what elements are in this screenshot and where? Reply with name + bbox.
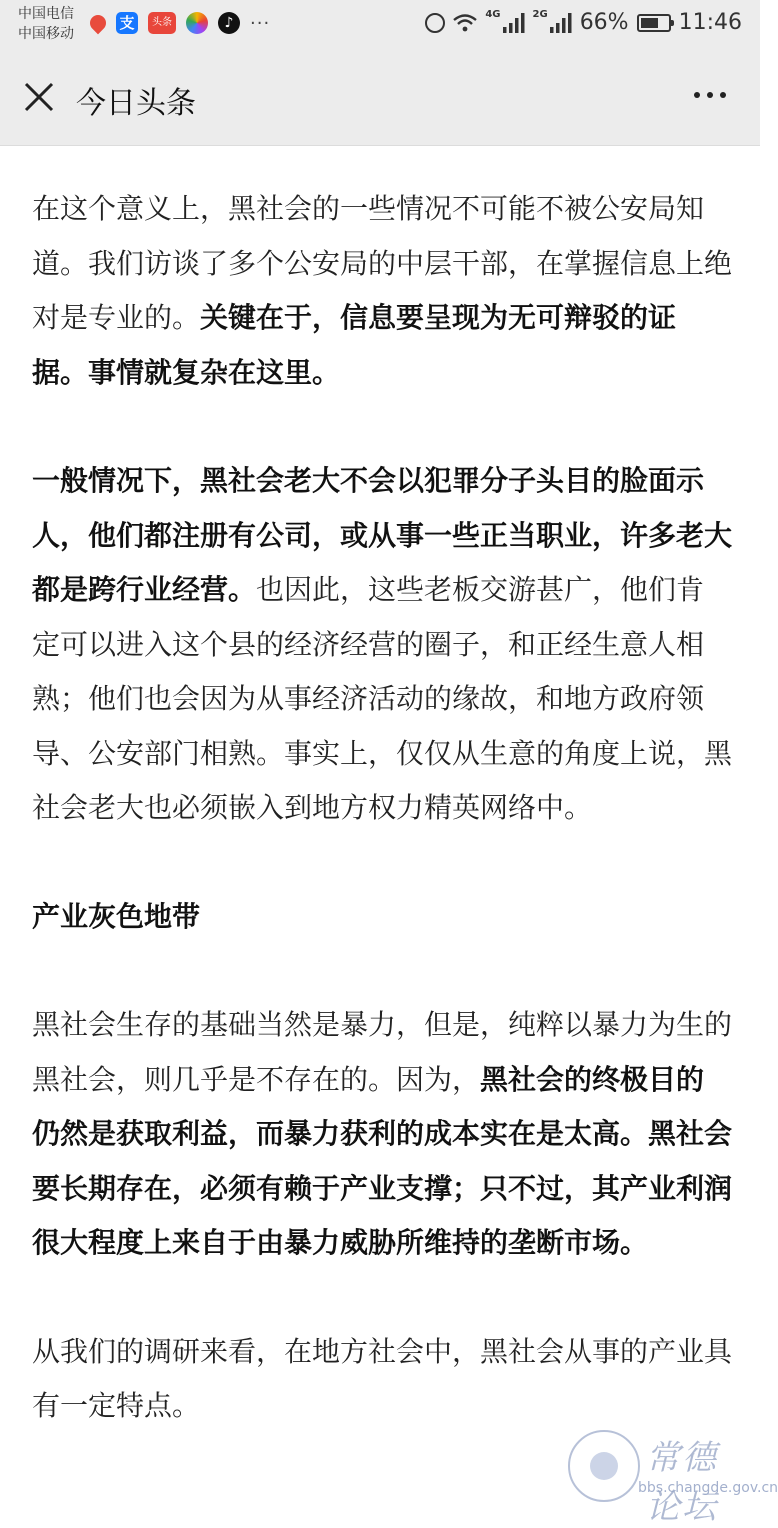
paragraph-1 bbox=[32, 182, 732, 400]
battery-percent: 66% bbox=[579, 10, 629, 35]
article-body bbox=[32, 182, 732, 1434]
alarm-icon bbox=[425, 13, 445, 33]
clock: 11:46 bbox=[678, 10, 742, 35]
paragraph-bold-text: 一般情况下，黑社会老大不会以犯罪分子头目的脸面示人，他们都注册有公司，或从事一些正当职业，许多老大都是跨行业经营。 bbox=[32, 464, 733, 606]
paragraph-text: 在这个意义上，黑社会的一些情况不可能不被公安局知道。我们访谈了多个公安局的中层干部，在掌握信息上绝对是专业的。 bbox=[32, 192, 733, 334]
watermark-title: 常德论坛 bbox=[646, 1438, 718, 1527]
signal-icon bbox=[503, 13, 525, 33]
more-notifications-icon: ··· bbox=[250, 12, 271, 34]
paragraph-text: 从我们的调研来看，在地方社会中，黑社会从事的产业具有一定特点。 bbox=[32, 1334, 733, 1422]
paragraph-2 bbox=[32, 454, 732, 836]
wifi-icon bbox=[453, 14, 477, 32]
carrier-info bbox=[18, 4, 74, 44]
status-bar bbox=[0, 0, 760, 50]
system-indicators bbox=[425, 10, 742, 35]
menu-dot bbox=[720, 92, 726, 98]
menu-dot bbox=[694, 92, 700, 98]
watermark-url: bbs.changde.gov.cn bbox=[638, 1480, 778, 1496]
network-type-2: 2G bbox=[532, 9, 548, 20]
paragraph-4 bbox=[32, 1325, 732, 1434]
tiktok-icon: ♪ bbox=[218, 12, 240, 34]
signal-icon-2 bbox=[550, 13, 572, 33]
notification-icons bbox=[90, 12, 270, 34]
paragraph-text: 也因此，这些老板交游甚广，他们肯定可以进入这个县的经济经营的圈子，和正经生意人相熟；他们也会因为从事经济活动的缘故，和地方政府领导、公安部门相熟。事实上，仅仅从生意的角度上说，黑社会老大也必须嵌入到地方权力精英网络中。 bbox=[32, 573, 733, 824]
more-options-icon[interactable] bbox=[694, 92, 726, 98]
paragraph-3 bbox=[32, 998, 732, 1271]
photos-icon bbox=[186, 12, 208, 34]
toutiao-icon: 头条 bbox=[148, 12, 176, 34]
title-bar bbox=[0, 50, 760, 146]
paragraph-bold-text: 黑社会的终极目的仍然是获取利益，而暴力获利的成本实在是太高。黑社会要长期存在，必须有赖于产业支撑；只不过，其产业利润很大程度上来自于由暴力威胁所维持的垄断市场。 bbox=[32, 1062, 733, 1259]
paragraph-text: 黑社会生存的基础当然是暴力，但是，纯粹以暴力为生的黑社会，则几乎是不存在的。因为， bbox=[32, 1008, 733, 1096]
section-heading-text: 产业灰色地带 bbox=[32, 899, 201, 933]
location-icon bbox=[87, 12, 110, 35]
close-icon[interactable] bbox=[22, 80, 56, 114]
carrier-2: 中国移动 bbox=[18, 26, 74, 42]
paragraph-bold-text: 关键在于，信息要呈现为无可辩驳的证据。事情就复杂在这里。 bbox=[32, 301, 677, 389]
menu-dot bbox=[707, 92, 713, 98]
section-heading bbox=[32, 890, 732, 945]
watermark-seal-icon bbox=[568, 1430, 640, 1502]
forum-watermark bbox=[568, 1428, 778, 1527]
battery-icon bbox=[637, 14, 671, 32]
network-type-1: 4G bbox=[485, 9, 501, 20]
page-title: 今日头条 bbox=[76, 86, 196, 121]
carrier-1: 中国电信 bbox=[18, 6, 74, 22]
alipay-icon: 支 bbox=[116, 12, 138, 34]
